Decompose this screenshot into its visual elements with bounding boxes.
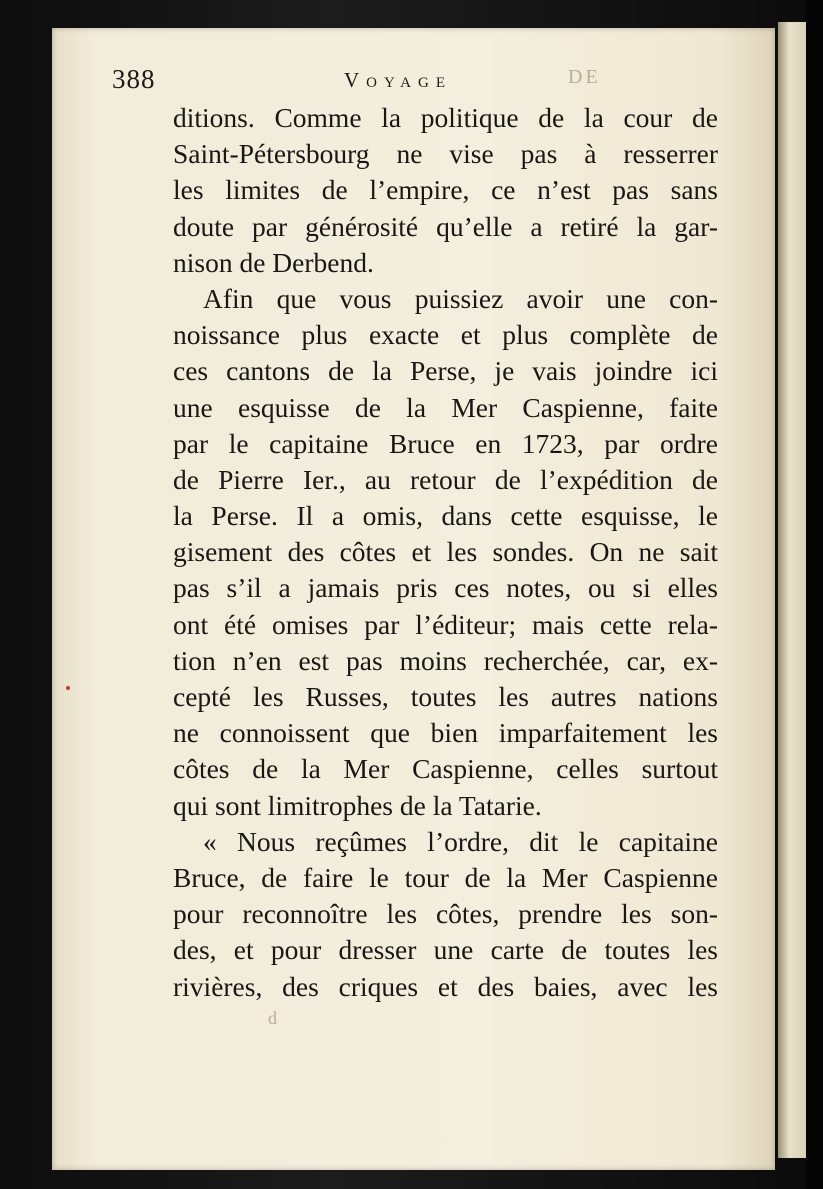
ink-spot — [66, 686, 70, 690]
text-line: qui sont limitrophes de la Tatarie. — [173, 789, 542, 821]
text-line: de Pierre Ier., au retour de l’expédition de — [173, 463, 718, 495]
text-line: ne connoissent que bien imparfaitement les — [173, 717, 718, 749]
bleed-through-text-bottom: d — [268, 1008, 280, 1028]
text-line: gisement des côtes et les sondes. On ne sait — [173, 536, 718, 568]
text-line: Bruce, de faire le tour de la Mer Caspienne — [173, 861, 718, 893]
text-line: tion n’en est pas moins recherchée, car, ex- — [173, 644, 718, 676]
text-line: doute par générosité qu’elle a retiré la gar- — [173, 210, 718, 242]
text-line: « Nous reçûmes l’ordre, dit le capitaine — [203, 825, 718, 857]
page-number: 388 — [112, 64, 156, 94]
page-header — [112, 62, 672, 102]
text-line: ces cantons de la Perse, je vais joindre ici — [173, 355, 718, 387]
text-line: ditions. Comme la politique de la cour de — [173, 102, 718, 133]
text-line: les limites de l’empire, ce n’est pas sans — [173, 174, 718, 206]
facing-page-edge — [778, 22, 806, 1158]
running-head: Voyage — [344, 68, 452, 92]
scan-border — [806, 0, 823, 1189]
text-line: cepté les Russes, toutes les autres nations — [173, 681, 718, 712]
text-line: nison de Derbend. — [173, 246, 374, 278]
text-line: noissance plus exacte et plus complète de — [173, 319, 718, 351]
text-line: côtes de la Mer Caspienne, celles surtout — [173, 753, 718, 785]
text-line: des, et pour dresser une carte de toutes les — [173, 934, 718, 966]
text-line: pour reconnoître les côtes, prendre les son- — [173, 898, 718, 930]
text-line: Saint-Pétersbourg ne vise pas à resserrer — [173, 138, 718, 170]
text-line: une esquisse de la Mer Caspienne, faite — [173, 391, 718, 423]
text-line: Afin que vous puissiez avoir une con- — [203, 282, 718, 314]
bleed-through-text: DE — [568, 66, 601, 88]
text-line: rivières, des criques et des baies, avec les — [173, 970, 718, 1002]
body-text — [173, 100, 718, 1005]
text-line: la Perse. Il a omis, dans cette esquisse, le — [173, 500, 718, 532]
text-line: par le capitaine Bruce en 1723, par ordre — [173, 427, 718, 459]
text-line: pas s’il a jamais pris ces notes, ou si elles — [173, 572, 718, 604]
text-line: ont été omises par l’éditeur; mais cette rela- — [173, 608, 718, 640]
